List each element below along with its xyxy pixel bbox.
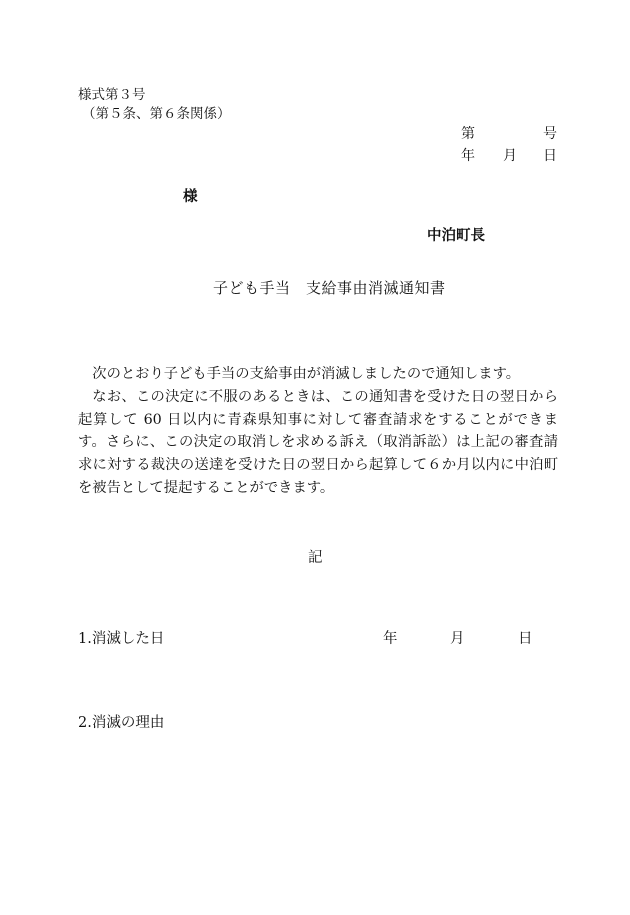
recipient-honorific: 様	[183, 188, 198, 205]
extinction-date-month: 月	[450, 631, 465, 647]
issue-date-day: 日	[543, 148, 557, 164]
notice-body	[78, 363, 558, 500]
extinction-date-year: 年	[383, 631, 398, 647]
ki-label: 記	[308, 550, 323, 566]
body-paragraph-1: 次のとおり子ども手当の支給事由が消滅しましたので通知します。	[92, 366, 521, 382]
document-number-suffix: 号	[543, 126, 557, 142]
body-paragraph-2: なお、この決定に不服のあるときは、この通知書を受けた日の翌日から起算して 60 日以内に青森県知事に対して審査請求をすることができます。さらに、この決定の取消しを求める訴え（取消訴訟）は上記の審査請求に対する裁決の送達を受けた日の翌日から起算して６か月以内に中泊町を被告として提起することができます。	[78, 388, 558, 496]
form-number: 様式第３号	[78, 87, 146, 103]
item-extinction-date-label: 1.消滅した日	[78, 631, 165, 647]
document-title: 子ども手当 支給事由消滅通知書	[213, 279, 446, 297]
issue-date-month: 月	[503, 148, 517, 164]
issuer-name: 中泊町長	[427, 227, 485, 244]
item-extinction-reason-label: 2.消滅の理由	[78, 715, 165, 731]
issue-date-year: 年	[461, 148, 475, 164]
document-number-prefix: 第	[461, 126, 475, 142]
extinction-date-day: 日	[518, 631, 533, 647]
form-relation: （第５条、第６条関係）	[82, 106, 231, 122]
